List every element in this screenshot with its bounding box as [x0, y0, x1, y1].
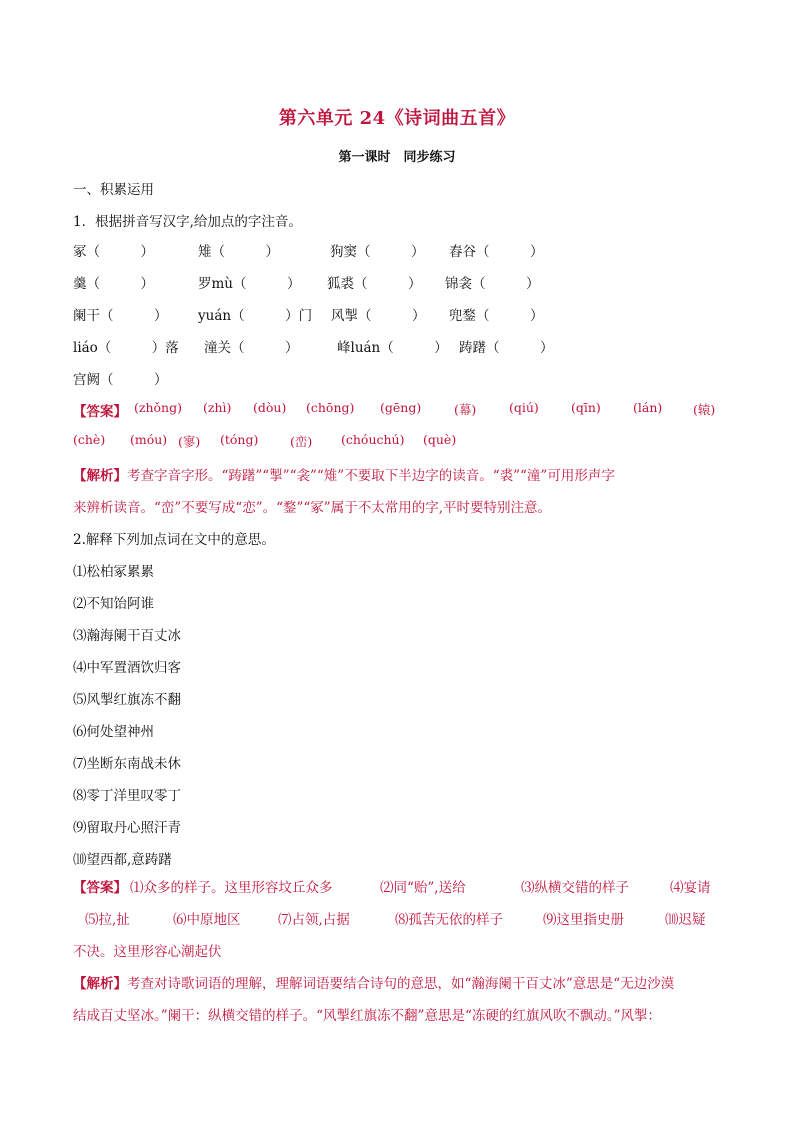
pinyin-cell: 潼关（ ）	[204, 340, 299, 356]
answer-item: ⑹中原地区	[173, 912, 241, 928]
pinyin-cell: 风掣（ ）	[331, 308, 426, 324]
analysis-text: 考查字音字形。“踌躇”“掣”“衾”“雉”不要取下半边字的读音。“裘”“潼”可用形声字	[127, 468, 615, 484]
q2-answer-row-2	[73, 908, 733, 928]
answer-item: ⑺占领,占据	[278, 912, 350, 928]
q2-item: ⑺坐断东南战未休	[73, 756, 181, 772]
answer-item: (dòu)	[253, 400, 287, 415]
answer-item: (lán)	[633, 400, 663, 415]
answer-item: (chōng)	[306, 400, 355, 415]
page-title: 第六单元 24《诗词曲五首》	[278, 108, 516, 129]
answer-item: (峦)	[290, 434, 313, 449]
pinyin-row-2	[73, 272, 723, 292]
analysis-text: 考查对诗歌词语的理解，理解词语要结合诗句的意思，如“瀚海阑干百丈冰”意思是“无边沙漠	[127, 976, 675, 992]
q2-item: ⑸风掣红旗冻不翻	[73, 692, 181, 708]
q2-item: ⑴松柏冢累累	[73, 564, 154, 580]
q2-analysis-line-1	[73, 972, 725, 992]
answer-label: 【答案】	[73, 880, 127, 896]
q2-answer-line-3: 不决。这里形容心潮起伏	[73, 944, 222, 960]
pinyin-cell: 狐裘（ ）	[327, 276, 422, 292]
analysis-label: 【解析】	[73, 468, 127, 484]
answer-item: (qīn)	[571, 400, 601, 415]
q1-analysis-line-1	[73, 464, 725, 484]
answer-item: (幕)	[454, 402, 477, 417]
answer-item: (chóuchú)	[341, 432, 405, 447]
answer-item: ⑸拉,扯	[85, 912, 130, 928]
pinyin-cell: liáo（ ）落	[73, 340, 179, 356]
answer-item: ⑻孤苦无依的样子	[395, 912, 503, 928]
answer-item: ⑼这里指史册	[543, 912, 624, 928]
q2-item: ⑻零丁洋里叹零丁	[73, 788, 181, 804]
q2-item: ⑽望西都,意踌躇	[73, 852, 172, 868]
pinyin-row-1	[73, 240, 723, 260]
page-subtitle: 第一课时 同步练习	[338, 150, 456, 165]
pinyin-cell: 峰luán（ ）	[337, 340, 448, 356]
pinyin-row-5	[73, 368, 723, 388]
answer-item: (què)	[423, 432, 457, 447]
answer-item: (辕)	[693, 402, 716, 417]
q2-item: ⑷中军置酒饮归客	[73, 660, 181, 676]
section-heading: 一、积累运用	[73, 182, 154, 198]
pinyin-cell: yuán（ ）门	[198, 308, 313, 324]
answer-item: ⑷宴请	[670, 880, 711, 896]
pinyin-cell: 羹（ ）	[73, 276, 154, 292]
q2-item: ⑵不知饴阿谁	[73, 596, 154, 612]
q2-item: ⑹何处望神州	[73, 724, 154, 740]
pinyin-cell: 罗mù（ ）	[198, 276, 301, 292]
q2-item: ⑼留取丹心照汗青	[73, 820, 181, 836]
pinyin-cell: 狗窦（ ）	[330, 244, 425, 260]
q1-answer-row-1	[73, 400, 733, 420]
answer-item: (tóng)	[220, 432, 259, 447]
pinyin-row-3	[73, 304, 723, 324]
pinyin-cell: 冢（ ）	[73, 244, 154, 260]
answer-item: (gēng)	[380, 400, 422, 415]
question-1: 1．根据拼音写汉字,给加点的字注音。	[73, 214, 302, 230]
pinyin-cell: 宫阙（ ）	[73, 372, 168, 388]
pinyin-cell: 踌躇（ ）	[459, 340, 554, 356]
q2-analysis-line-2: 结成百丈坚冰。”阑干：纵横交错的样子。“风掣红旗冻不翻”意思是“冻硬的红旗风吹不飘动。”风掣：	[73, 1008, 662, 1024]
q1-analysis-line-2: 来辨析读音。“峦”不要写成“恋”。“鍪”“冢”属于不太常用的字,平时要特别注意。	[73, 500, 552, 516]
pinyin-cell: 兜鍪（ ）	[449, 308, 544, 324]
answer-item: ⑽迟疑	[665, 912, 706, 928]
answer-item: (qiú)	[509, 400, 539, 415]
analysis-label: 【解析】	[73, 976, 127, 992]
answer-item: ⑴众多的样子。这里形容坟丘众多	[130, 880, 333, 896]
pinyin-cell: 阑干（ ）	[73, 308, 168, 324]
answer-item: (chè)	[73, 432, 106, 447]
q2-answer-row-1	[73, 876, 733, 896]
pinyin-cell: 舂谷（ ）	[449, 244, 544, 260]
answer-item: (móu)	[130, 432, 168, 447]
answer-item: (寥)	[178, 434, 201, 449]
pinyin-cell: 锦衾（ ）	[445, 276, 540, 292]
q1-answer-row-2	[73, 432, 733, 452]
question-2: 2.解释下列加点词在文中的意思。	[73, 532, 275, 548]
pinyin-cell: 雉（ ）	[198, 244, 279, 260]
answer-item: (zhì)	[203, 400, 232, 415]
answer-item: ⑶纵横交错的样子	[521, 880, 629, 896]
q2-item: ⑶瀚海阑干百丈冰	[73, 628, 181, 644]
answer-item: (zhǒng)	[134, 400, 182, 415]
answer-label: 【答案】	[73, 404, 127, 420]
answer-item: ⑵同“贻”,送给	[380, 880, 466, 896]
pinyin-row-4	[73, 336, 723, 356]
